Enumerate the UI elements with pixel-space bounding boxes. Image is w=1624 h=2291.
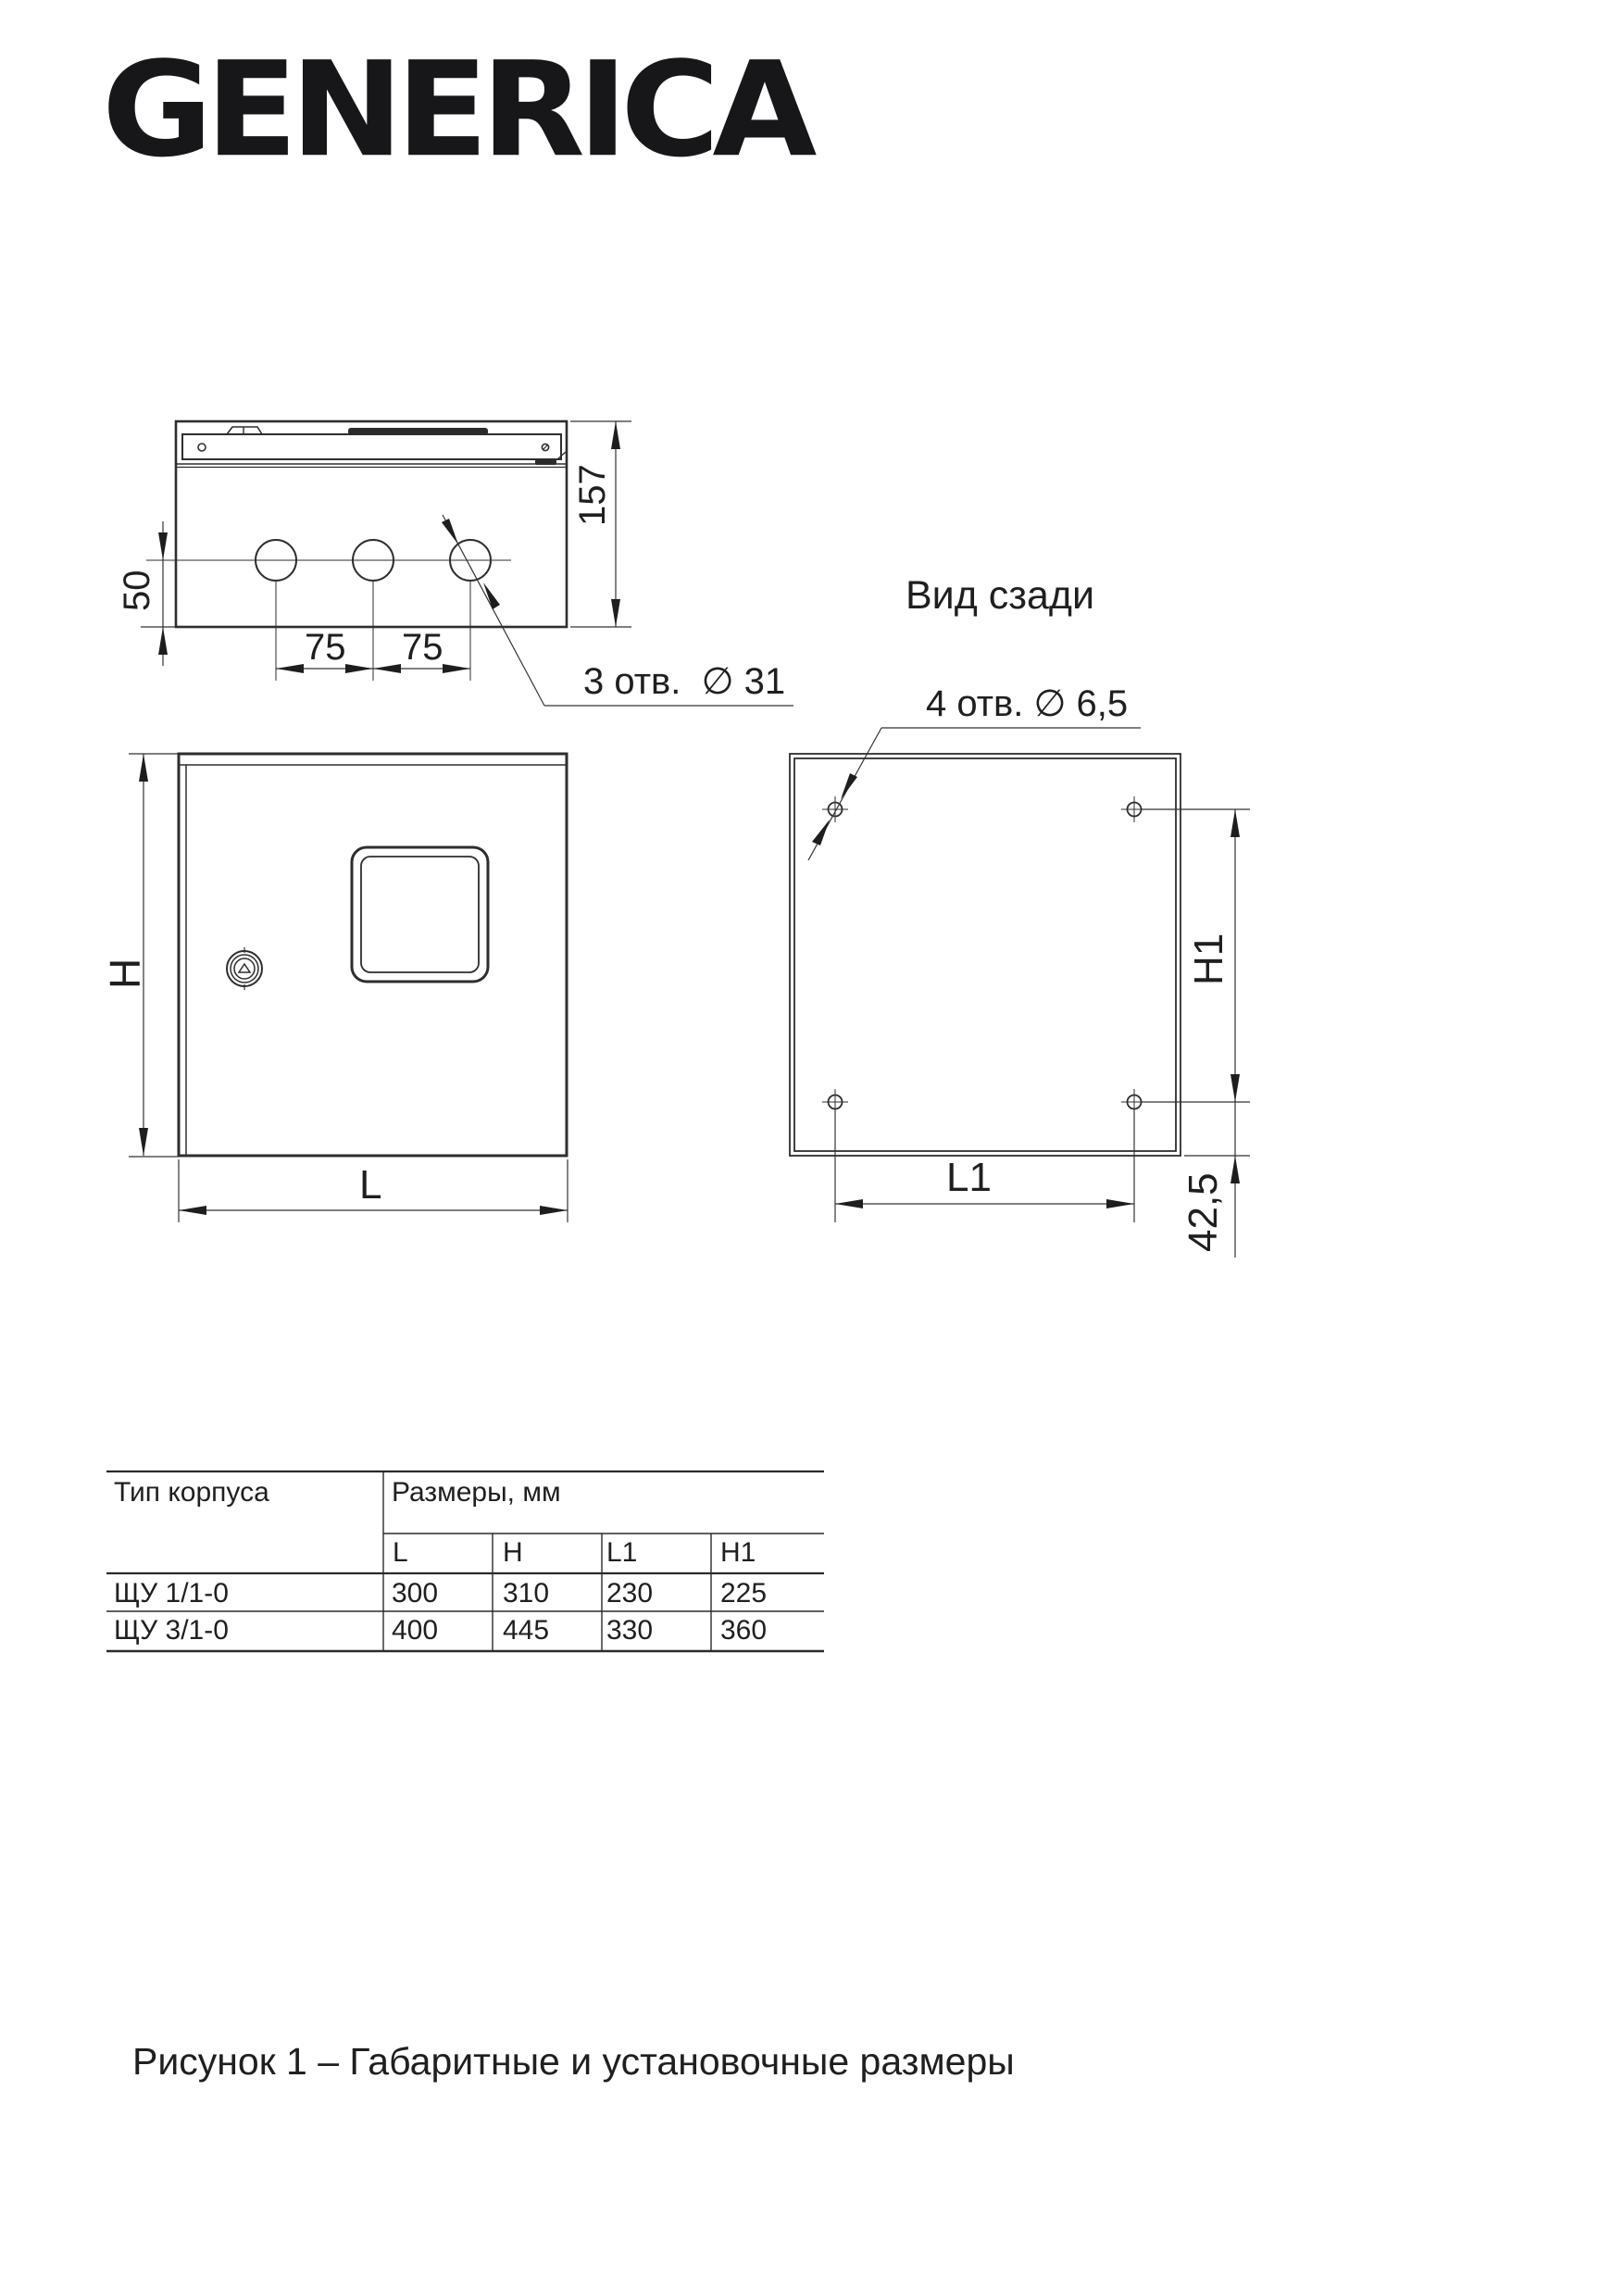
dim-label-50: 50 xyxy=(117,570,157,611)
note-3-holes-d31: 3 отв. ∅ 31 xyxy=(583,661,786,702)
table-cell-H1-2: 360 xyxy=(720,1615,768,1646)
table-cell-L-1: 300 xyxy=(392,1578,439,1609)
rear-view-title: Вид сзади xyxy=(906,573,1094,618)
figure-caption: Рисунок 1 – Габаритные и установочные размеры xyxy=(132,2040,1015,2083)
dim-label-42-5: 42,5 xyxy=(1181,1172,1226,1252)
table-cell-H-1: 310 xyxy=(503,1578,550,1609)
table-cell-L1-1: 230 xyxy=(606,1578,654,1609)
table-cell-H-2: 445 xyxy=(503,1615,550,1646)
dim-label-H: H xyxy=(101,958,149,989)
dim-label-157: 157 xyxy=(572,464,613,526)
table-subheader-H: H xyxy=(503,1537,523,1568)
dim-label-75-right: 75 xyxy=(402,627,443,668)
top-view-drawing xyxy=(146,421,567,681)
dim-label-L1: L1 xyxy=(946,1155,992,1200)
table-cell-H1-1: 225 xyxy=(720,1578,768,1609)
table-cell-L-2: 400 xyxy=(392,1615,439,1646)
table-cell-type-1: ЩУ 1/1-0 xyxy=(114,1578,229,1609)
dim-label-L: L xyxy=(359,1162,382,1208)
table-cell-type-2: ЩУ 3/1-0 xyxy=(114,1615,229,1646)
table-subheader-L: L xyxy=(393,1537,408,1568)
rear-view-drawing xyxy=(790,754,1181,1156)
table-subheader-L1: L1 xyxy=(606,1537,638,1568)
table-subheader-H1: H1 xyxy=(720,1537,756,1568)
table-header-sizes: Размеры, мм xyxy=(392,1477,561,1508)
front-view-dimensions xyxy=(129,754,568,1222)
table-cell-L1-2: 330 xyxy=(606,1615,654,1646)
note-4-holes-d65: 4 отв. ∅ 6,5 xyxy=(926,683,1129,724)
brand-logo: GENERICA xyxy=(102,33,810,187)
table-header-type: Тип корпуса xyxy=(114,1477,269,1508)
dim-label-75-left: 75 xyxy=(305,627,346,668)
front-view-drawing xyxy=(179,754,567,1156)
dim-label-H1: H1 xyxy=(1186,933,1231,985)
